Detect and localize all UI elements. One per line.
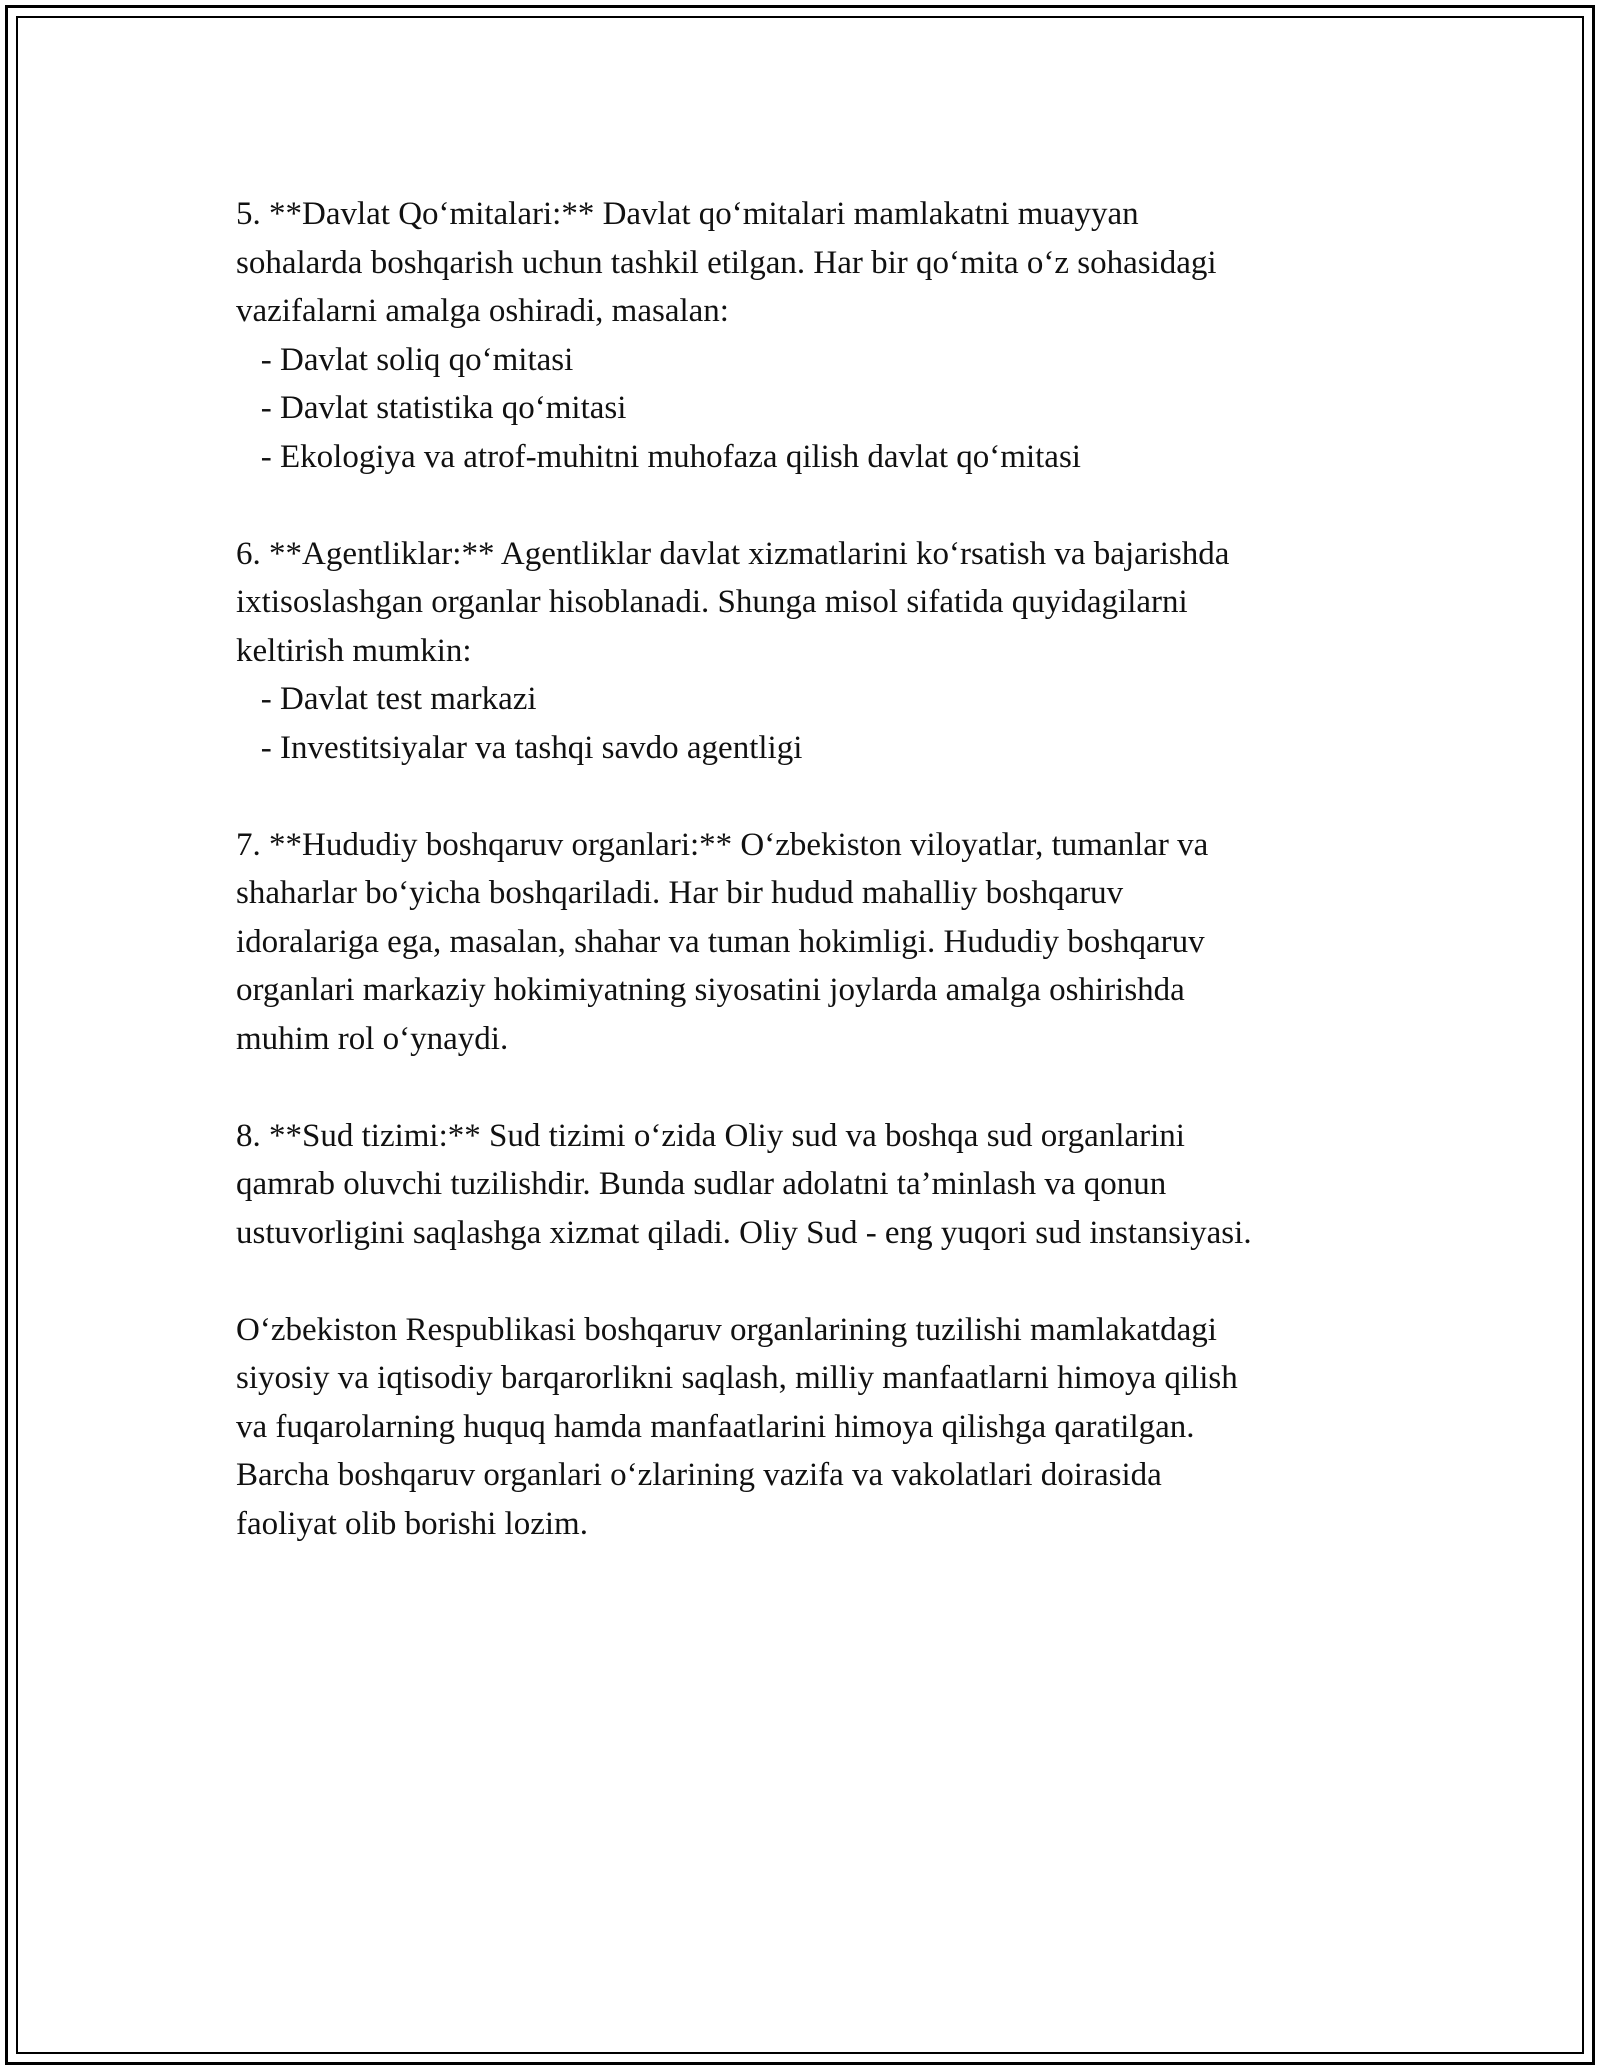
section-hududiy-boshqaruv xyxy=(236,821,1396,1064)
text-line: Oʻzbekiston Respublikasi boshqaruv organlarining tuzilishi mamlakatdagi xyxy=(236,1311,1217,1348)
list-item: - Davlat statistika qoʻmitasi xyxy=(236,390,627,426)
list-item: - Investitsiyalar va tashqi savdo agentligi xyxy=(236,729,803,766)
text-line: idoralariga ega, masalan, shahar va tuman hokimligi. Hududiy boshqaruv xyxy=(236,923,1205,960)
section-agentliklar xyxy=(236,530,1396,773)
text-line: 6. **Agentliklar:** Agentliklar davlat xizmatlarini koʻrsatish va bajarishda xyxy=(236,535,1230,572)
text-line: siyosiy va iqtisodiy barqarorlikni saqlash, milliy manfaatlarni himoya qilish xyxy=(236,1360,1238,1396)
text-line: 5. **Davlat Qoʻmitalari:** Davlat qoʻmitalari mamlakatni muayyan xyxy=(236,196,1139,232)
list-item: - Davlat soliq qoʻmitasi xyxy=(236,341,574,378)
text-line: muhim rol oʻynaydi. xyxy=(236,1020,509,1057)
text-line: shaharlar boʻyicha boshqariladi. Har bir hudud mahalliy boshqaruv xyxy=(236,875,1124,911)
text-line: 8. **Sud tizimi:** Sud tizimi oʻzida Oliy sud va boshqa sud organlarini xyxy=(236,1117,1185,1154)
text-line: faoliyat olib borishi lozim. xyxy=(236,1505,588,1542)
text-line: Barcha boshqaruv organlari oʻzlarining vazifa va vakolatlari doirasida xyxy=(236,1457,1162,1493)
text-line: sohalarda boshqarish uchun tashkil etilgan. Har bir qoʻmita oʻz sohasidagi xyxy=(236,244,1217,281)
text-line: va fuqarolarning huquq hamda manfaatlarini himoya qilishga qaratilgan. xyxy=(236,1408,1195,1445)
list-item: - Davlat test markazi xyxy=(236,681,537,717)
text-line: ustuvorligini saqlashga xizmat qiladi. Oliy Sud - eng yuqori sud instansiyasi. xyxy=(236,1214,1252,1251)
text-line: qamrab oluvchi tuzilishdir. Bunda sudlar adolatni ta’minlash va qonun xyxy=(236,1166,1167,1202)
text-line: vazifalarni amalga oshiradi, masalan: xyxy=(236,293,729,329)
list-item: - Ekologiya va atrof-muhitni muhofaza qilish davlat qoʻmitasi xyxy=(236,438,1081,475)
section-conclusion xyxy=(236,1306,1396,1549)
text-line: 7. **Hududiy boshqaruv organlari:** Oʻzbekiston viloyatlar, tumanlar va xyxy=(236,826,1209,863)
document-body xyxy=(236,190,1396,1597)
text-line: organlari markaziy hokimiyatning siyosatini joylarda amalga oshirishda xyxy=(236,972,1185,1008)
section-sud-tizimi xyxy=(236,1112,1396,1258)
text-line: ixtisoslashgan organlar hisoblanadi. Shunga misol sifatida quyidagilarni xyxy=(236,584,1188,620)
text-line: keltirish mumkin: xyxy=(236,632,472,669)
section-davlat-qomitalari xyxy=(236,190,1396,481)
